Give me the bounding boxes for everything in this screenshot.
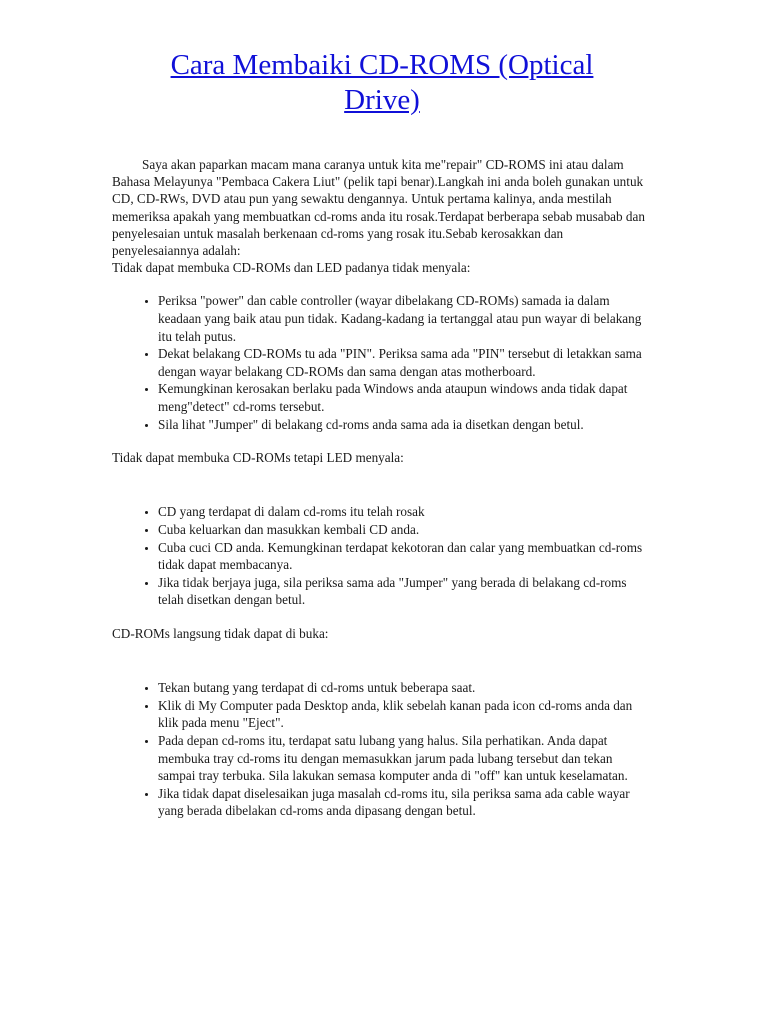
list-item: • Periksa "power" dan cable controller (wayar dibelakang CD-ROMs) samada ia dalam keadaan yang baik atau pun tidak. Kadang-kadang ia tertanggal atau pun wayar di belakang itu telah putus. [158, 292, 652, 345]
title-line-2: Drive) [344, 84, 420, 116]
list-item: • Cuba cuci CD anda. Kemungkinan terdapat kekotoran dan calar yang membuatkan cd-roms tidak dapat membacanya. [158, 539, 652, 574]
list-item: • Jika tidak berjaya juga, sila periksa sama ada "Jumper" yang berada di belakang cd-roms telah disetkan dengan betul. [158, 574, 652, 609]
list-item: • Kemungkinan kerosakan berlaku pada Windows anda ataupun windows anda tidak dapat meng"detect" cd-roms tersebut. [158, 380, 652, 415]
list-item: • Dekat belakang CD-ROMs tu ada "PIN". Periksa sama ada "PIN" tersebut di letakkan sama dengan wayar belakang CD-ROMs dan sama dengan atas motherboard. [158, 345, 652, 380]
section-list-2 [112, 503, 652, 609]
section-list-3 [112, 679, 652, 820]
section-heading-2: Tidak dapat membuka CD-ROMs tetapi LED menyala: [112, 450, 404, 466]
document-page [112, 48, 652, 820]
list-item: • Cuba keluarkan dan masukkan kembali CD anda. [158, 521, 652, 539]
intro-paragraph: Saya akan paparkan macam mana caranya untuk kita me"repair" CD-ROMS ini atau dalam Bahasa Melayunya "Pembaca Cakera Liut" (pelik tapi benar).Langkah ini anda boleh gunakan untuk CD, CD-RWs, DVD atau pun yang sewaktu dengannya. Untuk pertama kalinya, anda mestilah memeriksa apakah yang membuatkan cd-roms anda itu rosak.Terdapat berberapa sebab musabab dan penyelesaian untuk masalah berkenaan cd-roms yang rosak itu.Sebab kerosakkan dan penyelesaiannya adalah: [112, 157, 645, 259]
document-title [112, 48, 652, 118]
list-item: • Klik di My Computer pada Desktop anda, klik sebelah kanan pada icon cd-roms anda dan klik pada menu "Eject". [158, 697, 652, 732]
title-line-1: Cara Membaiki CD-ROMS (Optical [170, 49, 594, 81]
section-heading-1: Tidak dapat membuka CD-ROMs dan LED padanya tidak menyala: [112, 260, 471, 276]
section-heading-3: CD-ROMs langsung tidak dapat di buka: [112, 625, 329, 641]
list-item: • Jika tidak dapat diselesaikan juga masalah cd-roms itu, sila periksa sama ada cable wayar yang berada dibelakan cd-roms anda dipasang dengan betul. [158, 785, 652, 820]
list-item: • Tekan butang yang terdapat di cd-roms untuk beberapa saat. [158, 679, 652, 697]
list-item: • Pada depan cd-roms itu, terdapat satu lubang yang halus. Sila perhatikan. Anda dapat membuka tray cd-roms itu dengan memasukkan jarum pada lubang tersebut dan tekan sampai tray terbuka. Sila lakukan semasa komputer anda di "off" kan untuk keselamatan. [158, 732, 652, 785]
list-item: • Sila lihat "Jumper" di belakang cd-roms anda sama ada ia disetkan dengan betul. [158, 416, 652, 434]
section-list-1 [112, 292, 652, 433]
list-item: • CD yang terdapat di dalam cd-roms itu telah rosak [158, 503, 652, 521]
